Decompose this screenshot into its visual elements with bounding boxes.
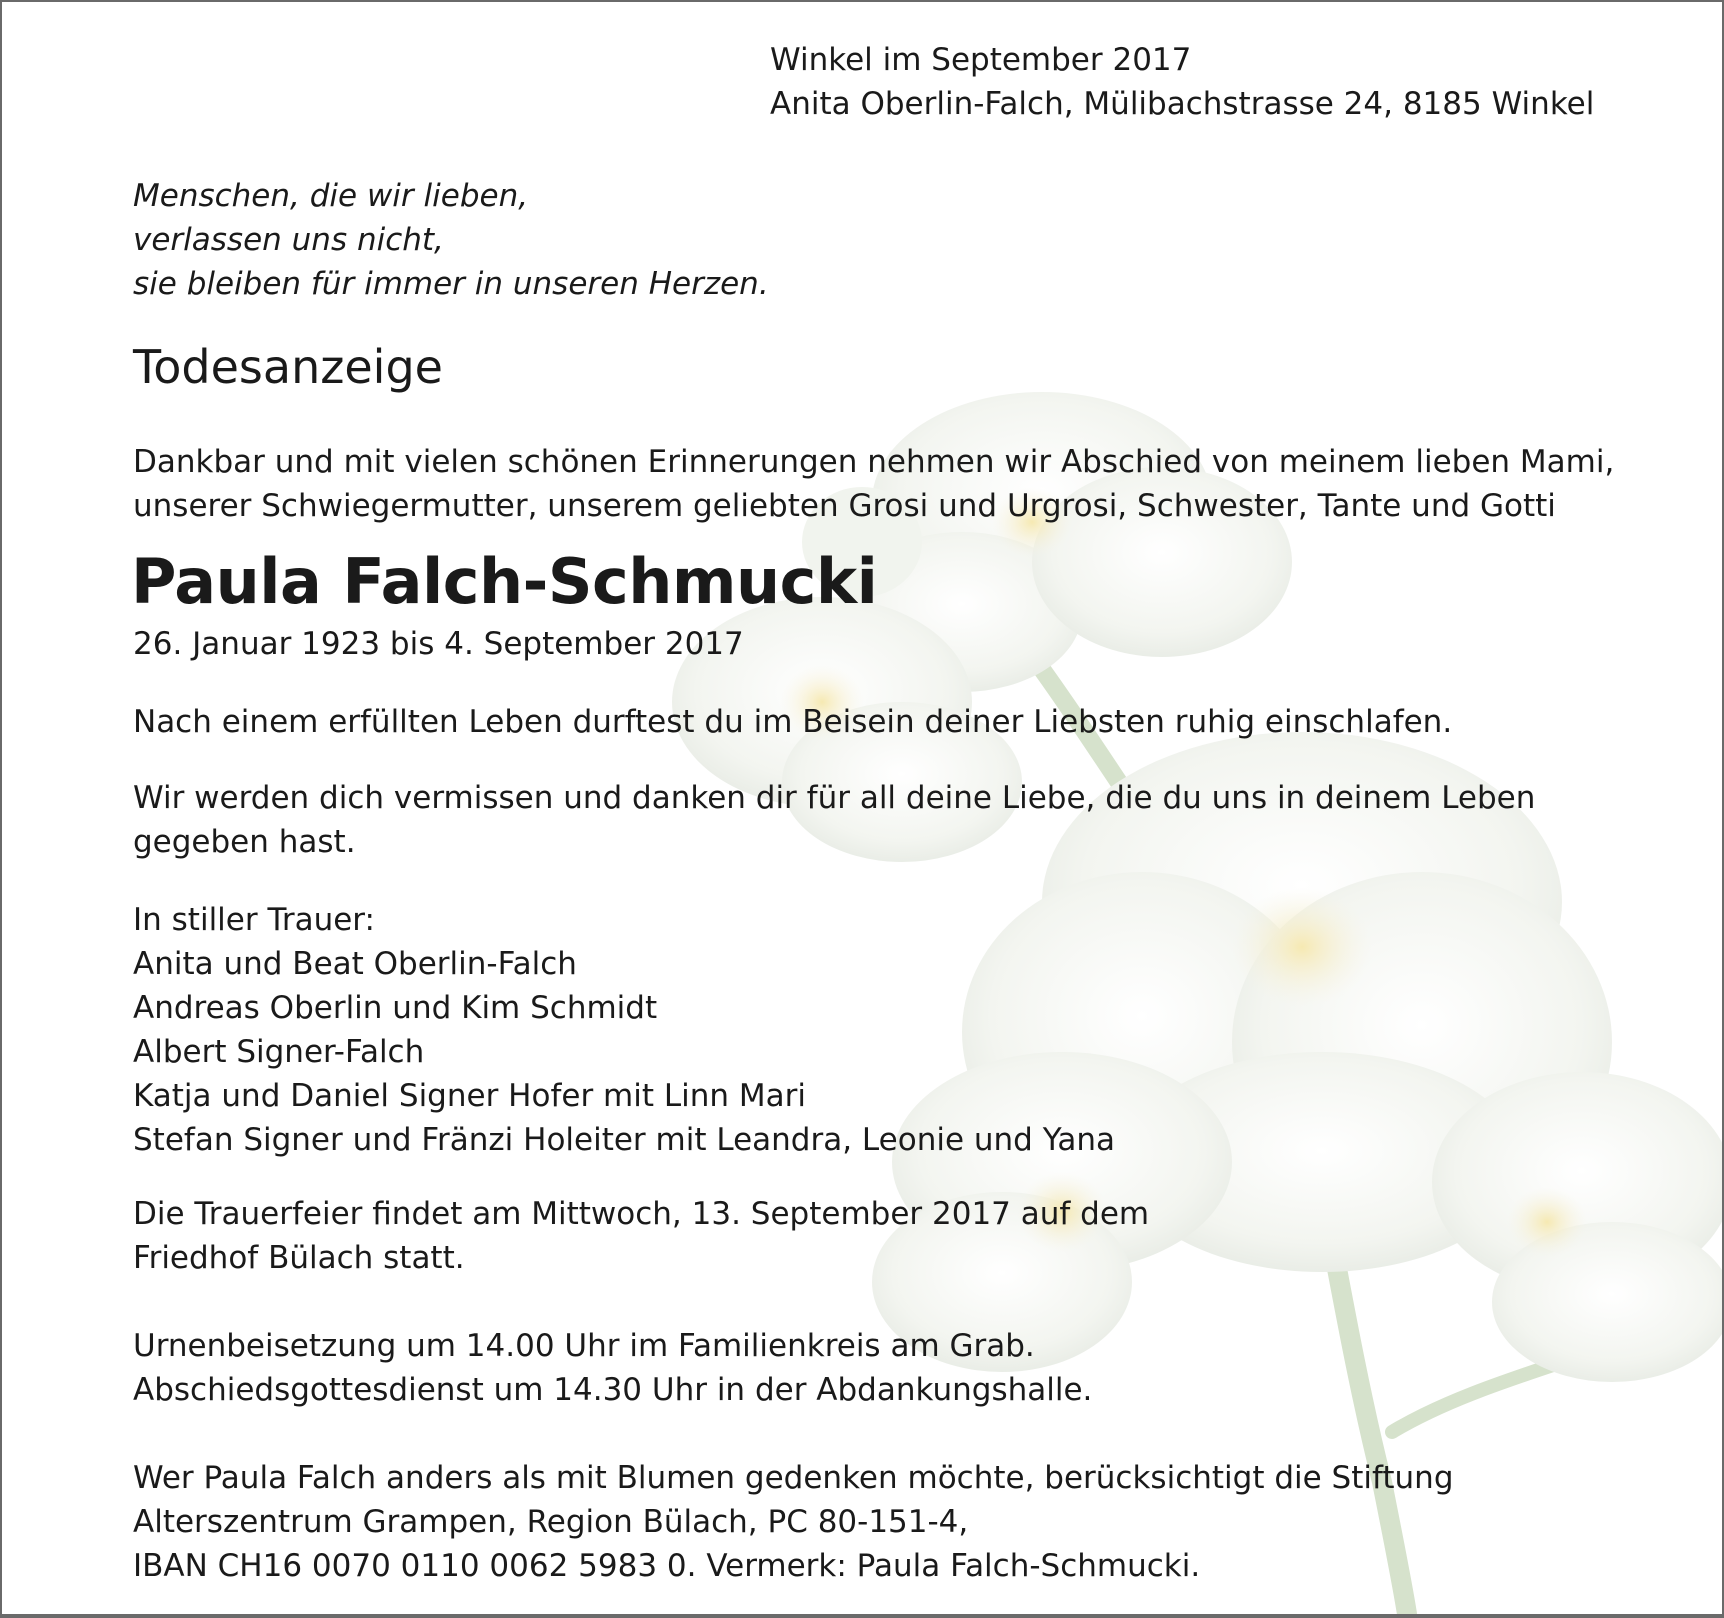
mourners-list — [133, 898, 1115, 1162]
intro-line: unserer Schwiegermutter, unserem geliebten Grosi und Urgrosi, Schwester, Tante und Gotti — [133, 488, 1556, 524]
quote-line: sie bleiben für immer in unseren Herzen. — [133, 266, 769, 302]
deceased-name: Paula Falch-Schmucki — [131, 545, 878, 618]
header-place-date-address — [770, 38, 1594, 126]
mourner-name: Katja und Daniel Signer Hofer mit Linn Mari — [133, 1078, 806, 1114]
donation-line: Wer Paula Falch anders als mit Blumen gedenken möchte, berücksichtigt die Stiftung — [133, 1460, 1454, 1496]
mourner-name: Andreas Oberlin und Kim Schmidt — [133, 990, 658, 1026]
mourner-name: Anita und Beat Oberlin-Falch — [133, 946, 577, 982]
memorial-quote — [133, 174, 769, 306]
header-line: Anita Oberlin-Falch, Mülibachstrasse 24, 8185 Winkel — [770, 86, 1595, 122]
quote-line: verlassen uns nicht, — [133, 222, 444, 258]
donation-line: Alterszentrum Grampen, Region Bülach, PC 80-151-4, — [133, 1504, 969, 1540]
ceremony-info — [133, 1192, 1149, 1280]
burial-line: Urnenbeisetzung um 14.00 Uhr im Familienkreis am Grab. — [133, 1328, 1035, 1364]
mourner-name: Albert Signer-Falch — [133, 1034, 425, 1070]
notice-heading: Todesanzeige — [133, 340, 443, 394]
gratitude-line: gegeben hast. — [133, 824, 356, 860]
header-line: Winkel im September 2017 — [770, 42, 1192, 78]
mourner-name: Stefan Signer und Fränzi Holeiter mit Leandra, Leonie und Yana — [133, 1122, 1116, 1158]
gratitude-paragraph — [133, 776, 1535, 864]
intro-paragraph — [133, 440, 1614, 528]
ceremony-line: Die Trauerfeier findet am Mittwoch, 13. September 2017 auf dem — [133, 1196, 1150, 1232]
mourners-title: In stiller Trauer: — [133, 902, 375, 938]
quote-line: Menschen, die wir lieben, — [133, 178, 529, 214]
ceremony-line: Friedhof Bülach statt. — [133, 1240, 465, 1276]
farewell-paragraph: Nach einem erfüllten Leben durftest du im Beisein deiner Liebsten ruhig einschlafen. — [133, 704, 1453, 740]
intro-line: Dankbar und mit vielen schönen Erinnerungen nehmen wir Abschied von meinem lieben Mami, — [133, 444, 1615, 480]
burial-line: Abschiedsgottesdienst um 14.30 Uhr in der Abdankungshalle. — [133, 1372, 1093, 1408]
life-dates: 26. Januar 1923 bis 4. September 2017 — [133, 626, 744, 662]
gratitude-line: Wir werden dich vermissen und danken dir für all deine Liebe, die du uns in deinem Leben — [133, 780, 1536, 816]
donation-line: IBAN CH16 0070 0110 0062 5983 0. Vermerk: Paula Falch-Schmucki. — [133, 1548, 1201, 1584]
burial-info — [133, 1324, 1092, 1412]
donation-info — [133, 1456, 1454, 1588]
